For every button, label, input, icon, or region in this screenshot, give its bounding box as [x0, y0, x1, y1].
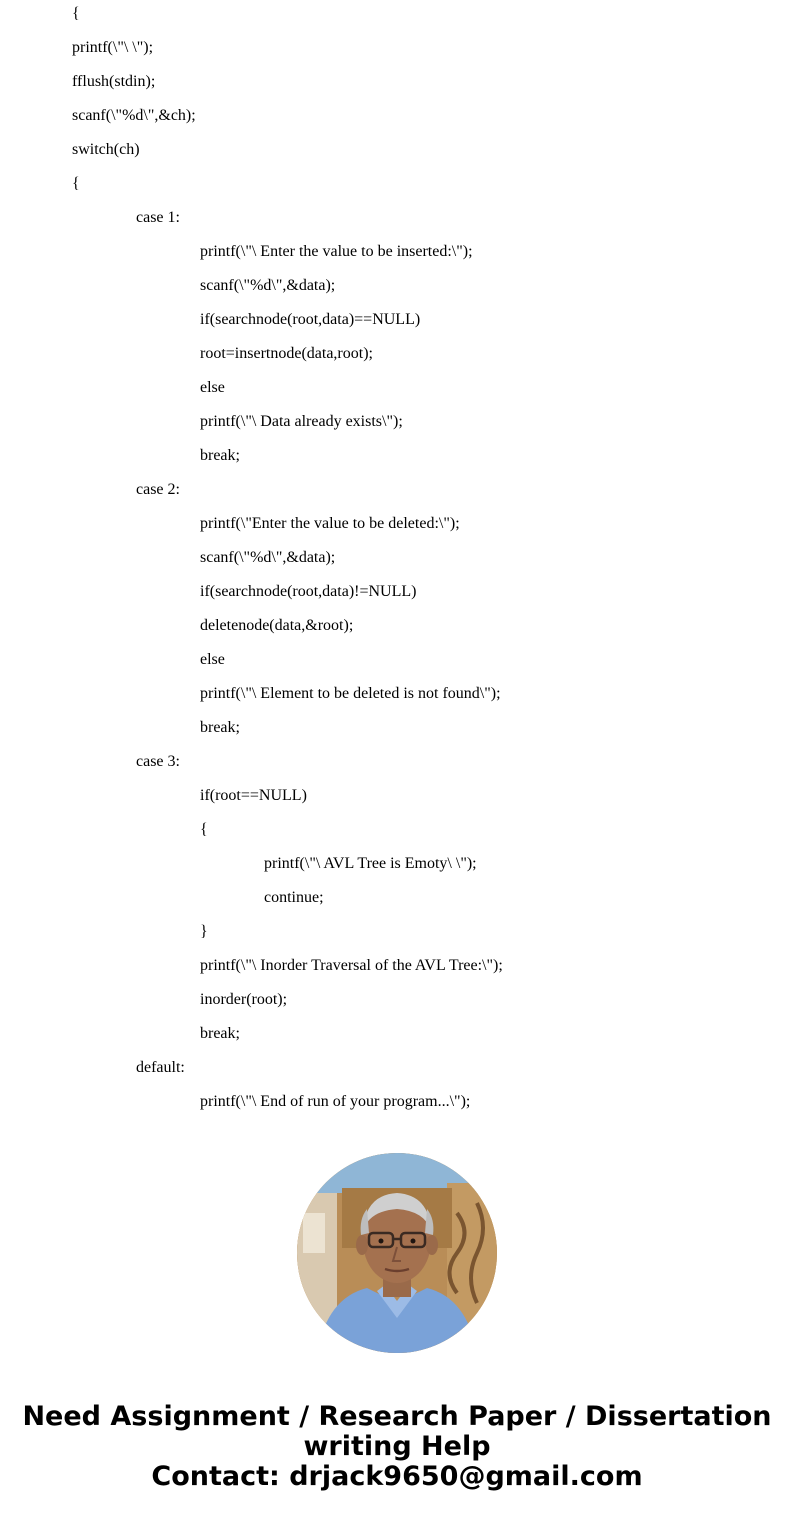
code-line: if(searchnode(root,data)==NULL)	[200, 311, 421, 328]
code-line: break;	[200, 1025, 240, 1042]
code-line: case 3:	[136, 753, 180, 770]
code-line: case 2:	[136, 481, 180, 498]
code-line: switch(ch)	[72, 141, 140, 158]
author-portrait-image	[297, 1153, 497, 1353]
code-line: fflush(stdin);	[72, 73, 156, 90]
code-line: scanf(\"%d\",&data);	[200, 549, 336, 566]
footer-subheadline: writing Help	[303, 1431, 491, 1462]
code-line: else	[200, 651, 225, 668]
code-line: printf(\"\ Element to be deleted is not found\");	[200, 685, 501, 702]
code-line: if(searchnode(root,data)!=NULL)	[200, 583, 417, 600]
code-line: printf(\"\ \");	[72, 39, 154, 56]
code-line: else	[200, 379, 225, 396]
code-line: continue;	[264, 889, 324, 906]
code-line: if(root==NULL)	[200, 787, 307, 804]
code-line: root=insertnode(data,root);	[200, 345, 373, 362]
code-line: printf(\"\ Enter the value to be inserted:\");	[200, 243, 473, 260]
code-line: {	[72, 5, 80, 22]
code-line: default:	[136, 1059, 185, 1076]
footer-headline: Need Assignment / Research Paper / Dissertation	[22, 1401, 772, 1432]
code-line: printf(\"\ End of run of your program...\");	[200, 1093, 471, 1110]
code-line: break;	[200, 719, 240, 736]
code-line: printf(\"Enter the value to be deleted:\");	[200, 515, 460, 532]
code-line: inorder(root);	[200, 991, 288, 1008]
author-avatar	[297, 1153, 497, 1353]
code-line: {	[72, 175, 80, 192]
code-line: printf(\"\ AVL Tree is Emoty\ \");	[264, 855, 477, 872]
code-line: scanf(\"%d\",&ch);	[72, 107, 196, 124]
code-line: break;	[200, 447, 240, 464]
code-line: printf(\"\ Inorder Traversal of the AVL Tree:\");	[200, 957, 503, 974]
code-line: printf(\"\ Data already exists\");	[200, 413, 403, 430]
contact-banner	[0, 1402, 794, 1492]
code-line: {	[200, 821, 208, 838]
code-line: scanf(\"%d\",&data);	[200, 277, 336, 294]
code-line: deletenode(data,&root);	[200, 617, 354, 634]
footer-contact-email: Contact: drjack9650@gmail.com	[151, 1461, 643, 1492]
code-line: case 1:	[136, 209, 180, 226]
code-line: }	[200, 923, 208, 940]
